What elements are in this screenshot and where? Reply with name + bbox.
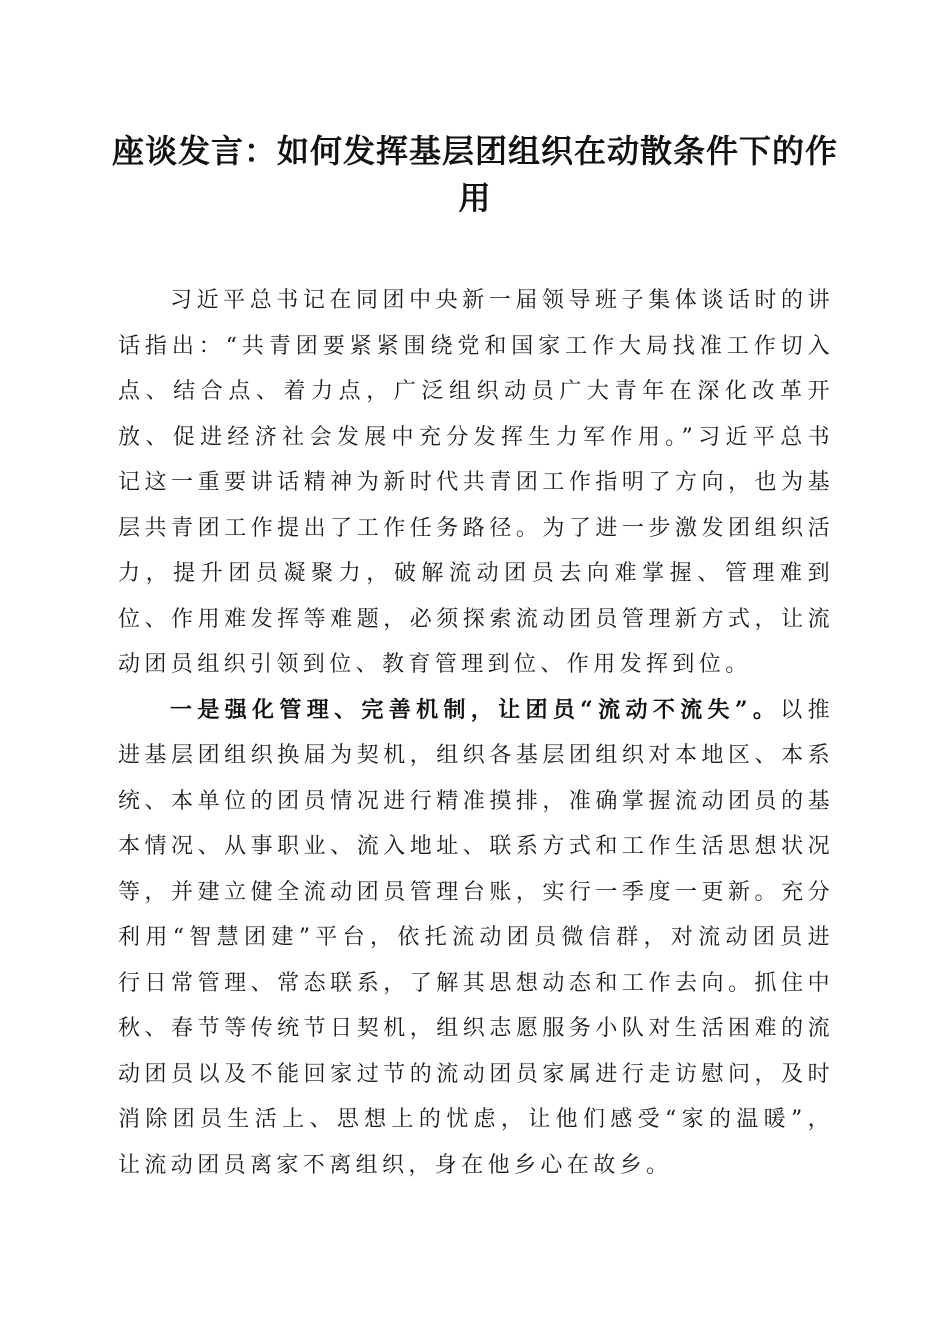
- paragraph-text: 习近平总书记在同团中央新一届领导班子集体谈话时的讲话指出：“共青团要紧紧围绕党和国家工作大局找准工作切入点、结合点、着力点，广泛组织动员广大青年在深化改革开放、促进经济社会发展中充分发挥生力军作用。”习近平总书记这一重要讲话精神为新时代共青团工作指明了方向，也为基层共青团工作提出了工作任务路径。为了进一步激发团组织活力，提升团员凝聚力，破解流动团员去向难掌握、管理难到位、作用难发挥等难题，必须探索流动团员管理新方式，让流动团员组织引领到位、教育管理到位、作用发挥到位。: [118, 288, 834, 677]
- paragraph-text: 以推进基层团组织换届为契机，组织各基层团组织对本地区、本系统、本单位的团员情况进行精准摸排，准确掌握流动团员的基本情况、从事职业、流入地址、联系方式和工作生活思想状况等，并建立健全流动团员管理台账，实行一季度一更新。充分利用“智慧团建”平台，依托流动团员微信群，对流动团员进行日常管理、常态联系，了解其思想动态和工作去向。抓住中秋、春节等传统节日契机，组织志愿服务小队对生活困难的流动团员以及不能回家过节的流动团员家属进行走访慰问，及时消除团员生活上、思想上的忧虑，让他们感受“家的温暖”，让流动团员离家不离组织，身在他乡心在故乡。: [118, 697, 834, 1178]
- paragraph-intro: [118, 278, 834, 688]
- paragraph-lead: 一是强化管理、完善机制，让团员“流动不流失”。: [170, 696, 781, 723]
- document-title: 座谈发言：如何发挥基层团组织在动散条件下的作用: [111, 132, 838, 217]
- paragraph-point-one: [118, 688, 834, 1189]
- document-body: [118, 278, 834, 1188]
